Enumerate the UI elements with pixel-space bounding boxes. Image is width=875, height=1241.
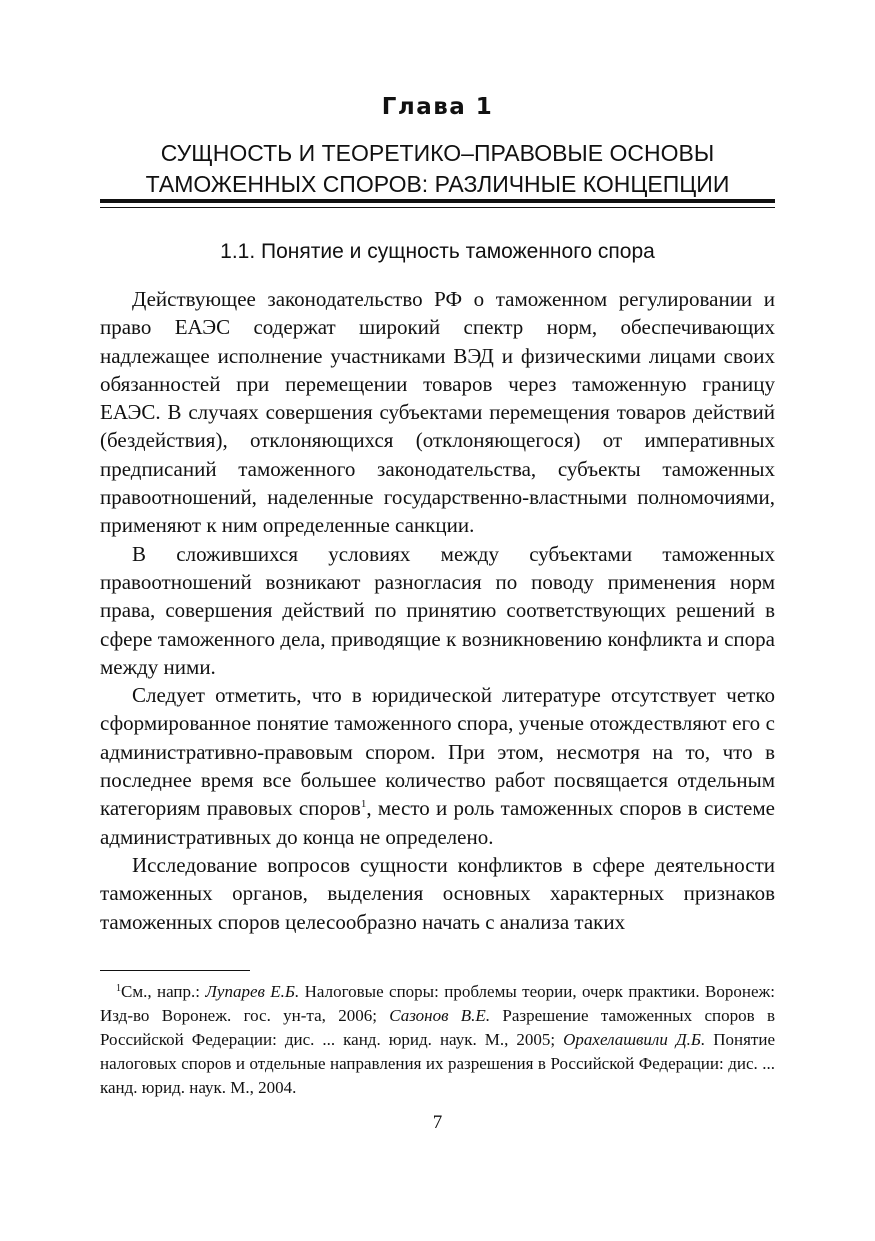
paragraph-3-text-after-note: , место и роль таможенных споров в системе административных до конца не определено. [100,796,775,849]
section-heading: 1.1. Понятие и сущность таможенного спора [220,240,655,263]
chapter-title-divider [100,199,775,208]
footnote-number: 1 [116,983,121,994]
paragraph-2: В сложившихся условиях между субъектами таможенных правоотношений возникают разногласия по поводу применения норм права, совершения действий по принятию соответствующих решений в сфере таможенного дела, приводящие к возникновению конфликта и спора между ними. [100,541,775,679]
paragraph-3 [100,681,775,851]
page-number: 7 [432,1112,443,1133]
footnote [100,980,775,1100]
footnote-text-1: Налоговые споры: проблемы теории, очерк практики. Воронеж: Изд-во Воронеж. гос. ун-та, 2006; [100,982,775,1025]
paragraph-4: Исследование вопросов сущности конфликтов в сфере деятельности таможенных органов, выделения основных характерных признаков таможенных споров целесообразно начать с анализа таких [100,852,775,934]
footnote-text-3: Понятие налоговых споров и отдельные направления их разрешения в Российской Федерации: дис. ... канд. юрид. наук. М., 2004. [100,1030,775,1097]
paragraph-1: Действующее законодательство РФ о таможенном регулировании и право ЕАЭС содержат широкий спектр норм, обеспечивающих надлежащее исполнение участниками ВЭД и физическими лицами своих обязанностей при перемещении товаров через таможенную границу ЕАЭС. В случаях совершения субъектами перемещения товаров действий (бездействия), отклоняющихся (отклоняющегося) от императивных предписаний таможенного законодательства, субъекты таможенных правоотношений, наделенные государственно-властными полномочиями, применяют к ним определенные санкции. [100,287,775,538]
chapter-label: Глава 1 [381,94,494,120]
footnote-reference[interactable]: 1 [360,798,367,811]
chapter-title [100,138,775,200]
footnote-prefix: См., напр.: [121,982,206,1001]
footnote-author-1: Лупарев Е.Б. [205,982,300,1001]
footnote-text-2: Разрешение таможенных споров в Российской Федерации: дис. ... канд. юрид. наук. М., 2005; [100,1006,775,1049]
body-text [100,285,775,936]
footnote-separator [100,970,250,971]
paragraph-3-text-before-note: Следует отметить, что в юридической литературе отсутствует четко сформированное понятие таможенного спора, ученые отождествляют его с административно-правовым спором. При этом, несмотря на то, что в последнее время все большее количество работ посвящается отдельным категориям правовых споров [100,683,775,821]
chapter-title-line-1: СУЩНОСТЬ И ТЕОРЕТИКО–ПРАВОВЫЕ ОСНОВЫ [160,140,715,166]
chapter-title-line-2: ТАМОЖЕННЫХ СПОРОВ: РАЗЛИЧНЫЕ КОНЦЕПЦИИ [145,171,730,197]
footnote-author-3: Орахелашвили Д.Б. [563,1030,706,1049]
footnote-author-2: Сазонов В.Е. [389,1006,491,1025]
